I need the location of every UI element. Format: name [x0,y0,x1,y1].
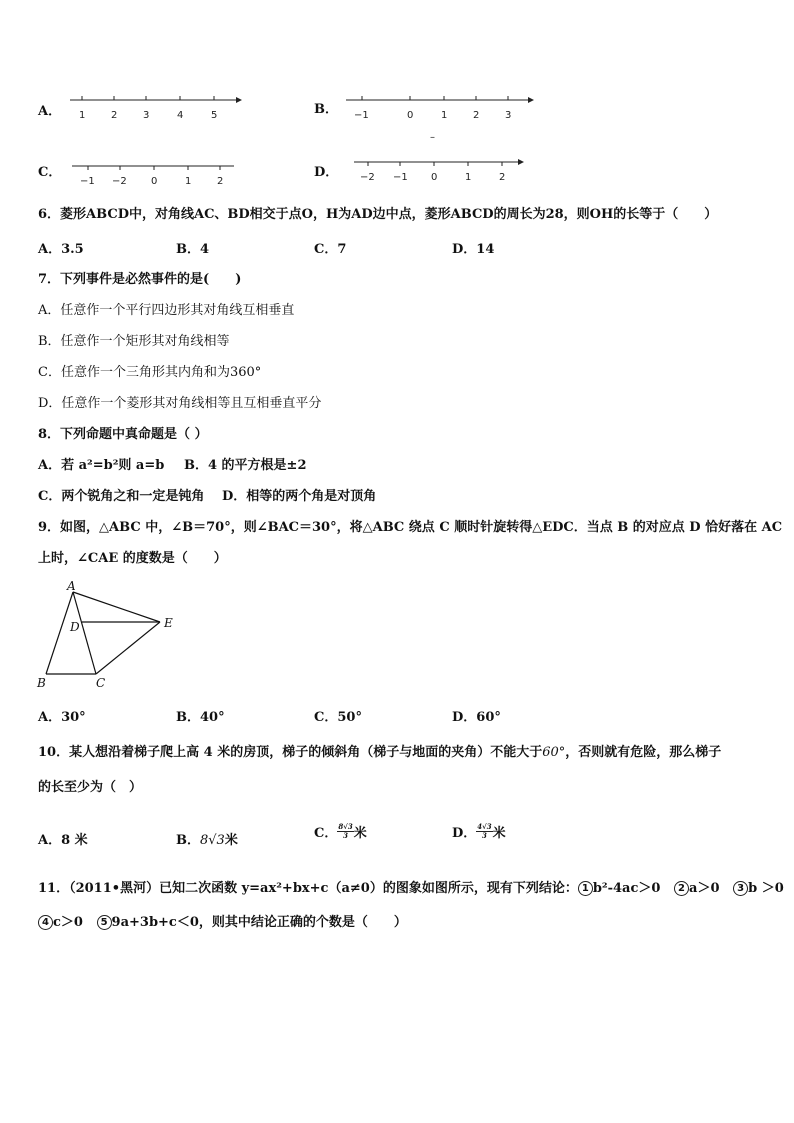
q5-number-line-a [68,92,243,124]
q10-option-c-unit: 米 [353,826,367,841]
tick-label: −1 [393,172,408,183]
q9-triangle-figure [30,580,190,695]
q10-option-b [176,829,238,848]
q6-stem: 6．菱形ABCD中，对角线AC、BD相交于点O，H为AD边中点，菱形ABCD的周长为28，则OH的长等于（ ） [38,207,718,222]
q10-stem-part2: ，否则就有危险，那么梯子 [565,745,722,760]
tick-label: 0 [151,176,158,187]
q8-option-d: D．相等的两个角是对顶角 [222,489,377,504]
tick-label: 2 [499,172,506,183]
q8-option-b: B．4 的平方根是±2 [184,458,307,473]
stray-mark: – [430,132,435,143]
q11-stem-text: 11．（2011•黑河）已知二次函数 y=ax²+bx+c（a≠0）的图象如图所示，现有下列结论： [38,881,578,896]
q10-option-a: A．8 米 [38,833,88,848]
q7-option-b: B．任意作一个矩形其对角线相等 [38,334,230,349]
point-label-c: C [96,676,106,690]
q9-option-a: A．30° [38,710,86,725]
tick-label: −1 [354,110,369,121]
fraction-numerator: 8√3 [338,822,353,831]
circled-number-3: 3 [733,881,748,896]
point-label-d: D [70,620,80,634]
q10-option-d-unit: 米 [492,826,506,841]
q11-conclusion-5: 9a+3b+c＜0，则其中结论正确的个数是（ ） [111,915,407,930]
q7-option-c: C．任意作一个三角形其内角和为360° [38,365,262,380]
q5-number-line-b [344,92,536,144]
q10-option-d [452,822,506,841]
q5-number-line-d [352,154,532,186]
q10-option-b-value: 8√3 [200,833,225,848]
q10-option-c-label: C． [314,826,338,841]
q6-option-b: B．4 [176,242,210,257]
q9-option-b: B．40° [176,710,225,725]
circled-number-4: 4 [38,915,53,930]
q10-stem-part1: 10．某人想沿着梯子爬上高 4 米的房顶，梯子的倾斜角（梯子与地面的夹角）不能大于 [38,745,543,760]
q11-conclusion-1: b²-4ac＞0 [592,881,661,896]
circled-number-5: 5 [97,915,112,930]
q9-option-c: C．50° [314,710,362,725]
q5-option-d-label: D． [314,165,339,180]
tick-label: 2 [217,176,224,187]
circled-number-1: 1 [578,881,593,896]
q11-stem-line2 [38,914,407,932]
q10-stem-line2: 的长至少为（ ） [38,780,143,795]
q9-option-d: D．60° [452,710,501,725]
tick-label: 0 [407,110,414,121]
q6-option-d: D．14 [452,242,495,257]
q11-conclusion-3: b ＞0 [748,881,784,896]
tick-label: 1 [441,110,448,121]
tick-label: 3 [143,110,150,121]
tick-label: 3 [505,110,512,121]
tick-label: 2 [111,110,118,121]
q5-option-c-label: C． [38,165,62,180]
q10-option-c-fraction [337,823,353,840]
q10-option-d-fraction [476,823,492,840]
tick-label: −2 [112,176,127,187]
tick-label: 0 [431,172,438,183]
circled-number-2: 2 [674,881,689,896]
q10-angle: 60° [542,745,566,760]
fraction-denominator: 3 [482,831,487,840]
q10-option-d-label: D． [452,826,477,841]
q7-option-d: D．任意作一个菱形其对角线相等且互相垂直平分 [38,396,322,411]
tick-label: −2 [360,172,375,183]
tick-label: 5 [211,110,218,121]
tick-label: 1 [465,172,472,183]
q10-option-b-unit: 米 [224,833,238,848]
q6-option-c: C．7 [314,242,347,257]
tick-label: 1 [79,110,86,121]
q10-option-c [314,822,367,841]
point-label-e: E [164,616,173,630]
q7-option-a: A．任意作一个平行四边形其对角线互相垂直 [38,303,295,318]
tick-label: 1 [185,176,192,187]
q6-option-a: A．3.5 [38,242,84,257]
q10-stem-line1 [38,744,721,762]
q11-conclusion-2: a＞0 [689,881,720,896]
tick-label: −1 [80,176,95,187]
q9-stem-line1: 9．如图，△ABC 中，∠B＝70°，则∠BAC＝30°，将△ABC 绕点 C 顺时针旋转得△EDC．当点 B 的对应点 D 恰好落在 AC [38,520,783,535]
q5-number-line-c [70,158,240,190]
fraction-denominator: 3 [343,831,348,840]
q10-option-b-label: B． [176,833,200,848]
q8-stem: 8．下列命题中真命题是（ ） [38,427,208,442]
tick-label: 2 [473,110,480,121]
q5-option-a-label: A． [38,104,62,119]
q8-option-c: C．两个锐角之和一定是钝角 [38,489,205,504]
q8-option-a: A．若 a²=b²则 a=b [38,458,165,473]
tick-label: 4 [177,110,184,121]
q11-conclusion-4: c＞0 [53,915,83,930]
q5-option-b-label: B． [314,102,338,117]
q7-stem: 7．下列事件是必然事件的是( ) [38,272,242,287]
point-label-a: A [67,580,76,593]
fraction-numerator: 4√3 [477,822,492,831]
q9-stem-line2: 上时，∠CAE 的度数是（ ） [38,551,227,566]
q11-stem-line1 [38,880,784,898]
point-label-b: B [37,676,46,690]
